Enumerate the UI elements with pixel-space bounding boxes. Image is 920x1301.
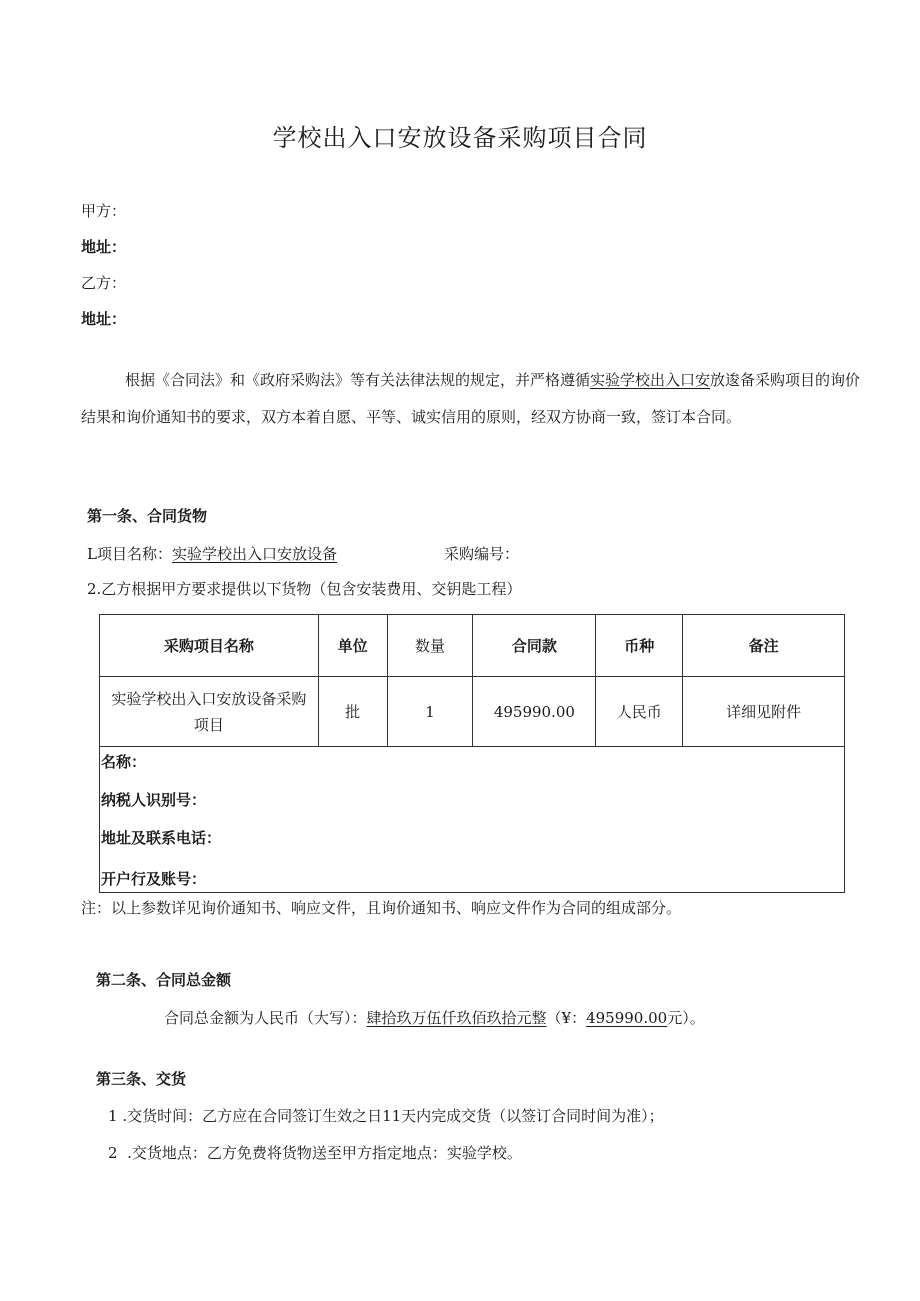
delivery-time-text: .交货时间：乙方应在合同签订生效之日11天内完成交货（以签订合同时间为准）； [122,1107,664,1125]
supplier-bank-account-label: 开户行及账号： [101,870,207,888]
supplier-name-label: 名称： [101,753,147,771]
section3-heading: 第三条、交货 [96,1070,187,1088]
delivery-place-number: 2 [108,1144,118,1162]
party-a-label: 甲方： [81,202,127,220]
section1-item1 [87,543,337,564]
supplier-address-phone-label: 地址及联系电话： [101,829,222,847]
header-currency: 币种 [596,615,683,677]
parameters-note: 注：以上参数详见询价通知书、响应文件，且询价通知书、响应文件作为合同的组成部分。 [81,899,682,917]
party-b-label: 乙方： [81,274,127,292]
section1-heading: 第一条、合同货物 [87,507,208,525]
header-project-name: 采购项目名称 [100,615,319,677]
header-unit: 单位 [318,615,387,677]
party-a-address-label: 地址： [81,238,127,256]
section2-heading: 第二条、合同总金额 [96,971,232,989]
cell-project-name-text: 实验学校出入口安放设备采购项目 [111,689,307,734]
delivery-time-item [108,1105,664,1126]
total-amount-prefix: 合同总金额为人民币（大写）： [164,1009,367,1027]
cell-currency: 人民币 [596,677,683,747]
table-header-row [100,615,845,677]
total-amount-suffix: 元）。 [667,1009,705,1027]
total-amount-line [164,1007,705,1028]
contract-title: 学校出入口安放设备采购项目合同 [272,124,648,152]
project-name-label: L项目名称： [87,545,172,563]
cell-unit: 批 [318,677,387,747]
cell-project-name [100,677,319,747]
project-name-value: 实验学校出入口安放设备 [171,545,337,563]
goods-table [99,614,845,747]
party-b-address-label: 地址： [81,310,127,328]
delivery-time-number: 1 [108,1107,118,1125]
section1-item2: 2.乙方根据甲方要求提供以下货物（包含安装费用、交钥匙工程） [87,580,522,598]
cell-remarks: 详细见附件 [683,677,845,747]
header-remarks: 备注 [683,615,845,677]
total-amount-words: 肆拾玖万伍仟玖佰玖拾元整 [366,1009,547,1027]
intro-underlined-project: 实验学校出入口安 [590,371,711,389]
total-amount-mid: （¥： [546,1009,587,1027]
delivery-place-text: .交货地点：乙方免费将货物送至甲方指定地点：实验学校。 [127,1144,522,1162]
table-row [100,677,845,747]
header-contract-amount: 合同款 [473,615,596,677]
supplier-tax-id-label: 纳税人识别号： [101,791,207,809]
cell-quantity: 1 [387,677,473,747]
cell-contract-amount: 495990.00 [473,677,596,747]
supplier-info-box [99,746,845,893]
intro-part1: 根据《合同法》和《政府采购法》等有关法律法规的规定，并严格遵循 [125,371,591,389]
intro-part2: 放逡备采购项目的询价结果和询价通知书的要求，双方本着自愿、平等、诚实信用的原则，经双方协商一致，签订本合同。 [81,371,861,426]
delivery-place-item [108,1142,522,1163]
intro-paragraph [81,362,867,436]
procurement-code-label: 采购编号： [444,545,520,563]
total-amount-number: 495990.00 [586,1009,668,1027]
header-quantity: 数量 [387,615,473,677]
